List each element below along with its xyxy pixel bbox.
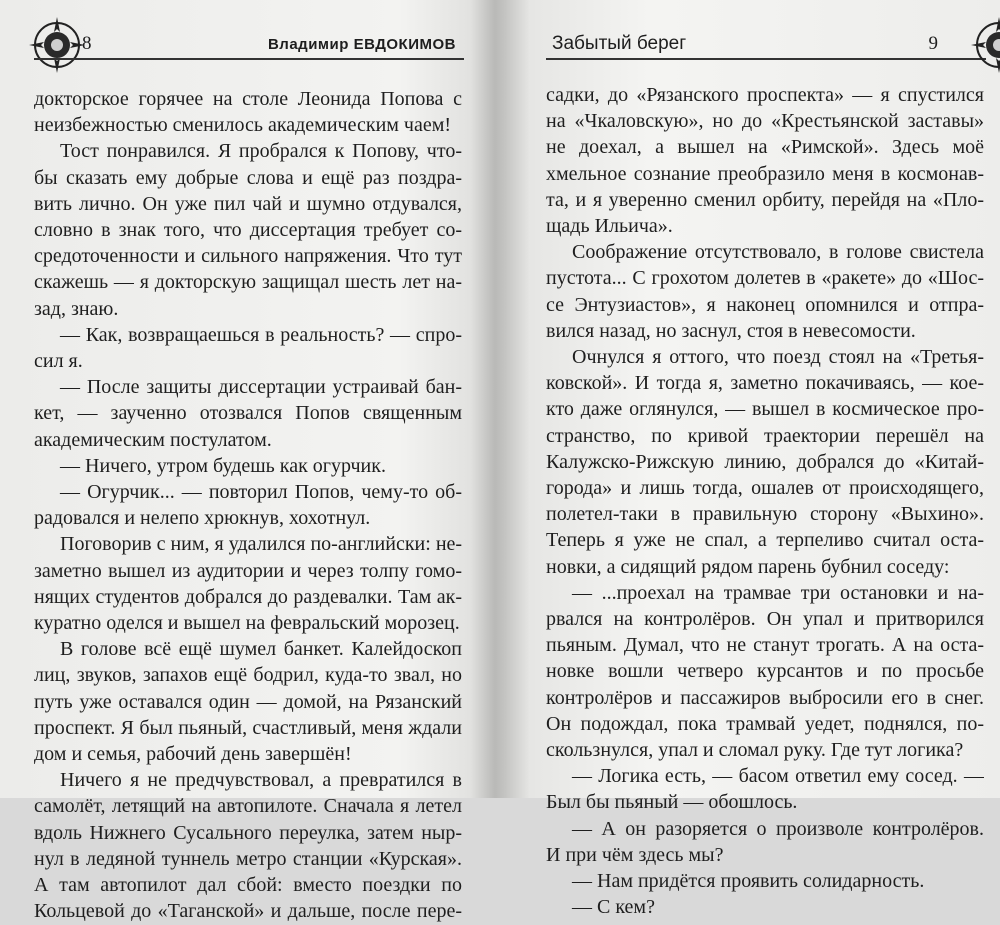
text-line: нящих студентов добрался до раздевалки. Там ак- xyxy=(34,585,462,608)
text-line: — А он разоряется о произволе контролёров. xyxy=(572,817,984,840)
text-line: скажешь — я докторскую защищал шесть лет на- xyxy=(34,271,462,294)
text-line: — С кем? xyxy=(572,896,655,919)
text-line: путь уже оставался один — домой, на Рязанский xyxy=(34,690,462,713)
text-line: се Энтузиастов», я наконец опомнился и отпра- xyxy=(546,293,984,316)
text-line: Был бы пьяный — обошлось. xyxy=(546,791,798,814)
text-line: Соображение отсутствовало, в голове свистела xyxy=(572,241,984,264)
text-line: — После защиты диссертации устраивай бан- xyxy=(60,376,462,399)
text-line: академическим постулатом. xyxy=(34,428,272,451)
text-line: А там автопилот дал сбой: вместо поездки по xyxy=(34,874,462,897)
header-rule xyxy=(546,58,986,60)
text-line: Ничего я не предчувствовал, а превратился в xyxy=(60,769,462,792)
text-line: заметно вышел из аудитории и через толпу гомо- xyxy=(34,559,462,582)
text-line: сил я. xyxy=(34,350,83,373)
text-line: на «Чкаловскую», но до «Крестьянской заставы» xyxy=(546,110,984,133)
text-line: Калужско-Рижскую линию, добрался до «Китай- xyxy=(546,450,984,473)
text-line: Теперь я уже не спал, а терпеливо считал оста- xyxy=(546,529,984,552)
rosette-ornament-icon xyxy=(26,14,88,76)
rosette-ornament-icon xyxy=(968,14,1000,76)
text-line: дом и семья, рабочий день завершён! xyxy=(34,743,352,766)
text-line: И при чём здесь мы? xyxy=(546,843,724,866)
text-line: новке вошли четверо курсантов и по просьбе xyxy=(546,660,984,683)
text-line: Он подождал, пока трамвай уедет, поднялся, по- xyxy=(546,712,984,735)
page-number: 8 xyxy=(82,33,92,54)
text-line: — Ничего, утром будешь как огурчик. xyxy=(60,454,386,477)
text-line: самолёт, летящий на автопилоте. Сначала я летел xyxy=(34,795,462,818)
text-line: лиц, звуков, запахов ещё бодрил, куда-то звал, но xyxy=(34,664,462,687)
text-line: — Логика есть, — басом ответил ему сосед. — xyxy=(572,765,984,788)
text-line: вить лично. Он уже пил чай и шумно отдувался, xyxy=(34,192,462,215)
text-line: — Огурчик... — повторил Попов, чему-то об- xyxy=(60,481,462,504)
text-line: хмельное сознание преобразило меня в космонав- xyxy=(546,162,984,185)
text-line: неизбежностью сменилось академическим чаем! xyxy=(34,114,452,137)
text-line: скользнулся, упал и сломал руку. Где тут логика? xyxy=(546,739,964,762)
text-line: рвался на контролёров. Он упал и притворился xyxy=(546,608,984,631)
text-line: куратно оделся и вышел на февральский морозец. xyxy=(34,612,460,635)
text-line: полетел-таки в правильную сторону «Выхино». xyxy=(546,503,984,526)
text-line: — ...проехал на трамвае три остановки и на- xyxy=(572,581,984,604)
text-line: ковской». И тогда я, заметно покачиваясь, — кое- xyxy=(546,372,984,395)
text-line: бы сказать ему добрые слова и ещё раз поздра- xyxy=(34,166,462,189)
text-line: кто даже оглянулся, — вышел в космическое про- xyxy=(546,398,984,421)
text-line: пьяным. Думал, что не станут трогать. А на оста- xyxy=(546,634,984,657)
text-line: средоточенности и сильного напряжения. Что тут xyxy=(34,245,462,268)
text-line: вдоль Нижнего Сусального переулка, затем ныр- xyxy=(34,821,462,844)
right-page xyxy=(508,0,1000,919)
left-page xyxy=(0,0,492,923)
text-line: — Как, возвращаешься в реальность? — спро- xyxy=(60,323,462,346)
text-line: В голове всё ещё шумел банкет. Калейдоскоп xyxy=(60,638,462,661)
text-line: не доехал, а вышел на «Римской». Здесь моё xyxy=(546,136,984,159)
text-line: Кольцевой до «Таганской» и дальше, после пере- xyxy=(34,900,462,923)
page-text xyxy=(34,86,462,925)
text-line: щадь Ильича». xyxy=(546,215,673,238)
text-line: — Нам придётся проявить солидарность. xyxy=(572,870,925,893)
running-header-left xyxy=(34,30,464,60)
text-line: контролёров и пассажиров выбросили его в снег. xyxy=(546,686,984,709)
book-title: Забытый берег xyxy=(552,33,687,54)
text-line: Тост понравился. Я пробрался к Попову, что- xyxy=(60,140,462,163)
header-rule xyxy=(34,58,464,60)
text-line: та, и я уверенно сменил орбиту, перейдя на «Пло- xyxy=(546,188,984,211)
text-line: города» и лишь тогда, ошалев от происходящего, xyxy=(546,477,984,500)
text-line: словно в знак того, что диссертация требует со- xyxy=(34,219,462,242)
text-line: пустота... С грохотом долетев в «ракете» до «Шос- xyxy=(546,267,984,290)
text-line: докторское горячее на столе Леонида Попова с xyxy=(34,88,462,110)
text-line: странство, по кривой траектории перешёл на xyxy=(546,424,984,447)
running-header-right xyxy=(546,30,986,60)
text-line: радовался и нелепо хрюкнув, хохотнул. xyxy=(34,507,371,530)
text-line: Поговорив с ним, я удалился по-английски: не- xyxy=(60,533,462,556)
text-line: садки, до «Рязанского проспекта» — я спустился xyxy=(546,84,984,106)
text-line: кет, — заученно отозвался Попов священным xyxy=(34,402,462,425)
text-line: Очнулся я оттого, что поезд стоял на «Третья- xyxy=(572,346,984,369)
text-line: новки, а сидящий рядом парень бубнил соседу: xyxy=(546,555,950,578)
page-text xyxy=(546,82,984,921)
text-line: нул в ледяной туннель метро станции «Курская». xyxy=(34,847,462,870)
author-name: Владимир ЕВДОКИМОВ xyxy=(267,36,456,53)
text-line: проспект. Я был пьяный, счастливый, меня ждали xyxy=(34,716,462,739)
text-line: зад, знаю. xyxy=(34,297,119,320)
page-number: 9 xyxy=(928,33,938,54)
text-line: вился назад, но заснул, стоя в невесомости. xyxy=(546,319,916,342)
